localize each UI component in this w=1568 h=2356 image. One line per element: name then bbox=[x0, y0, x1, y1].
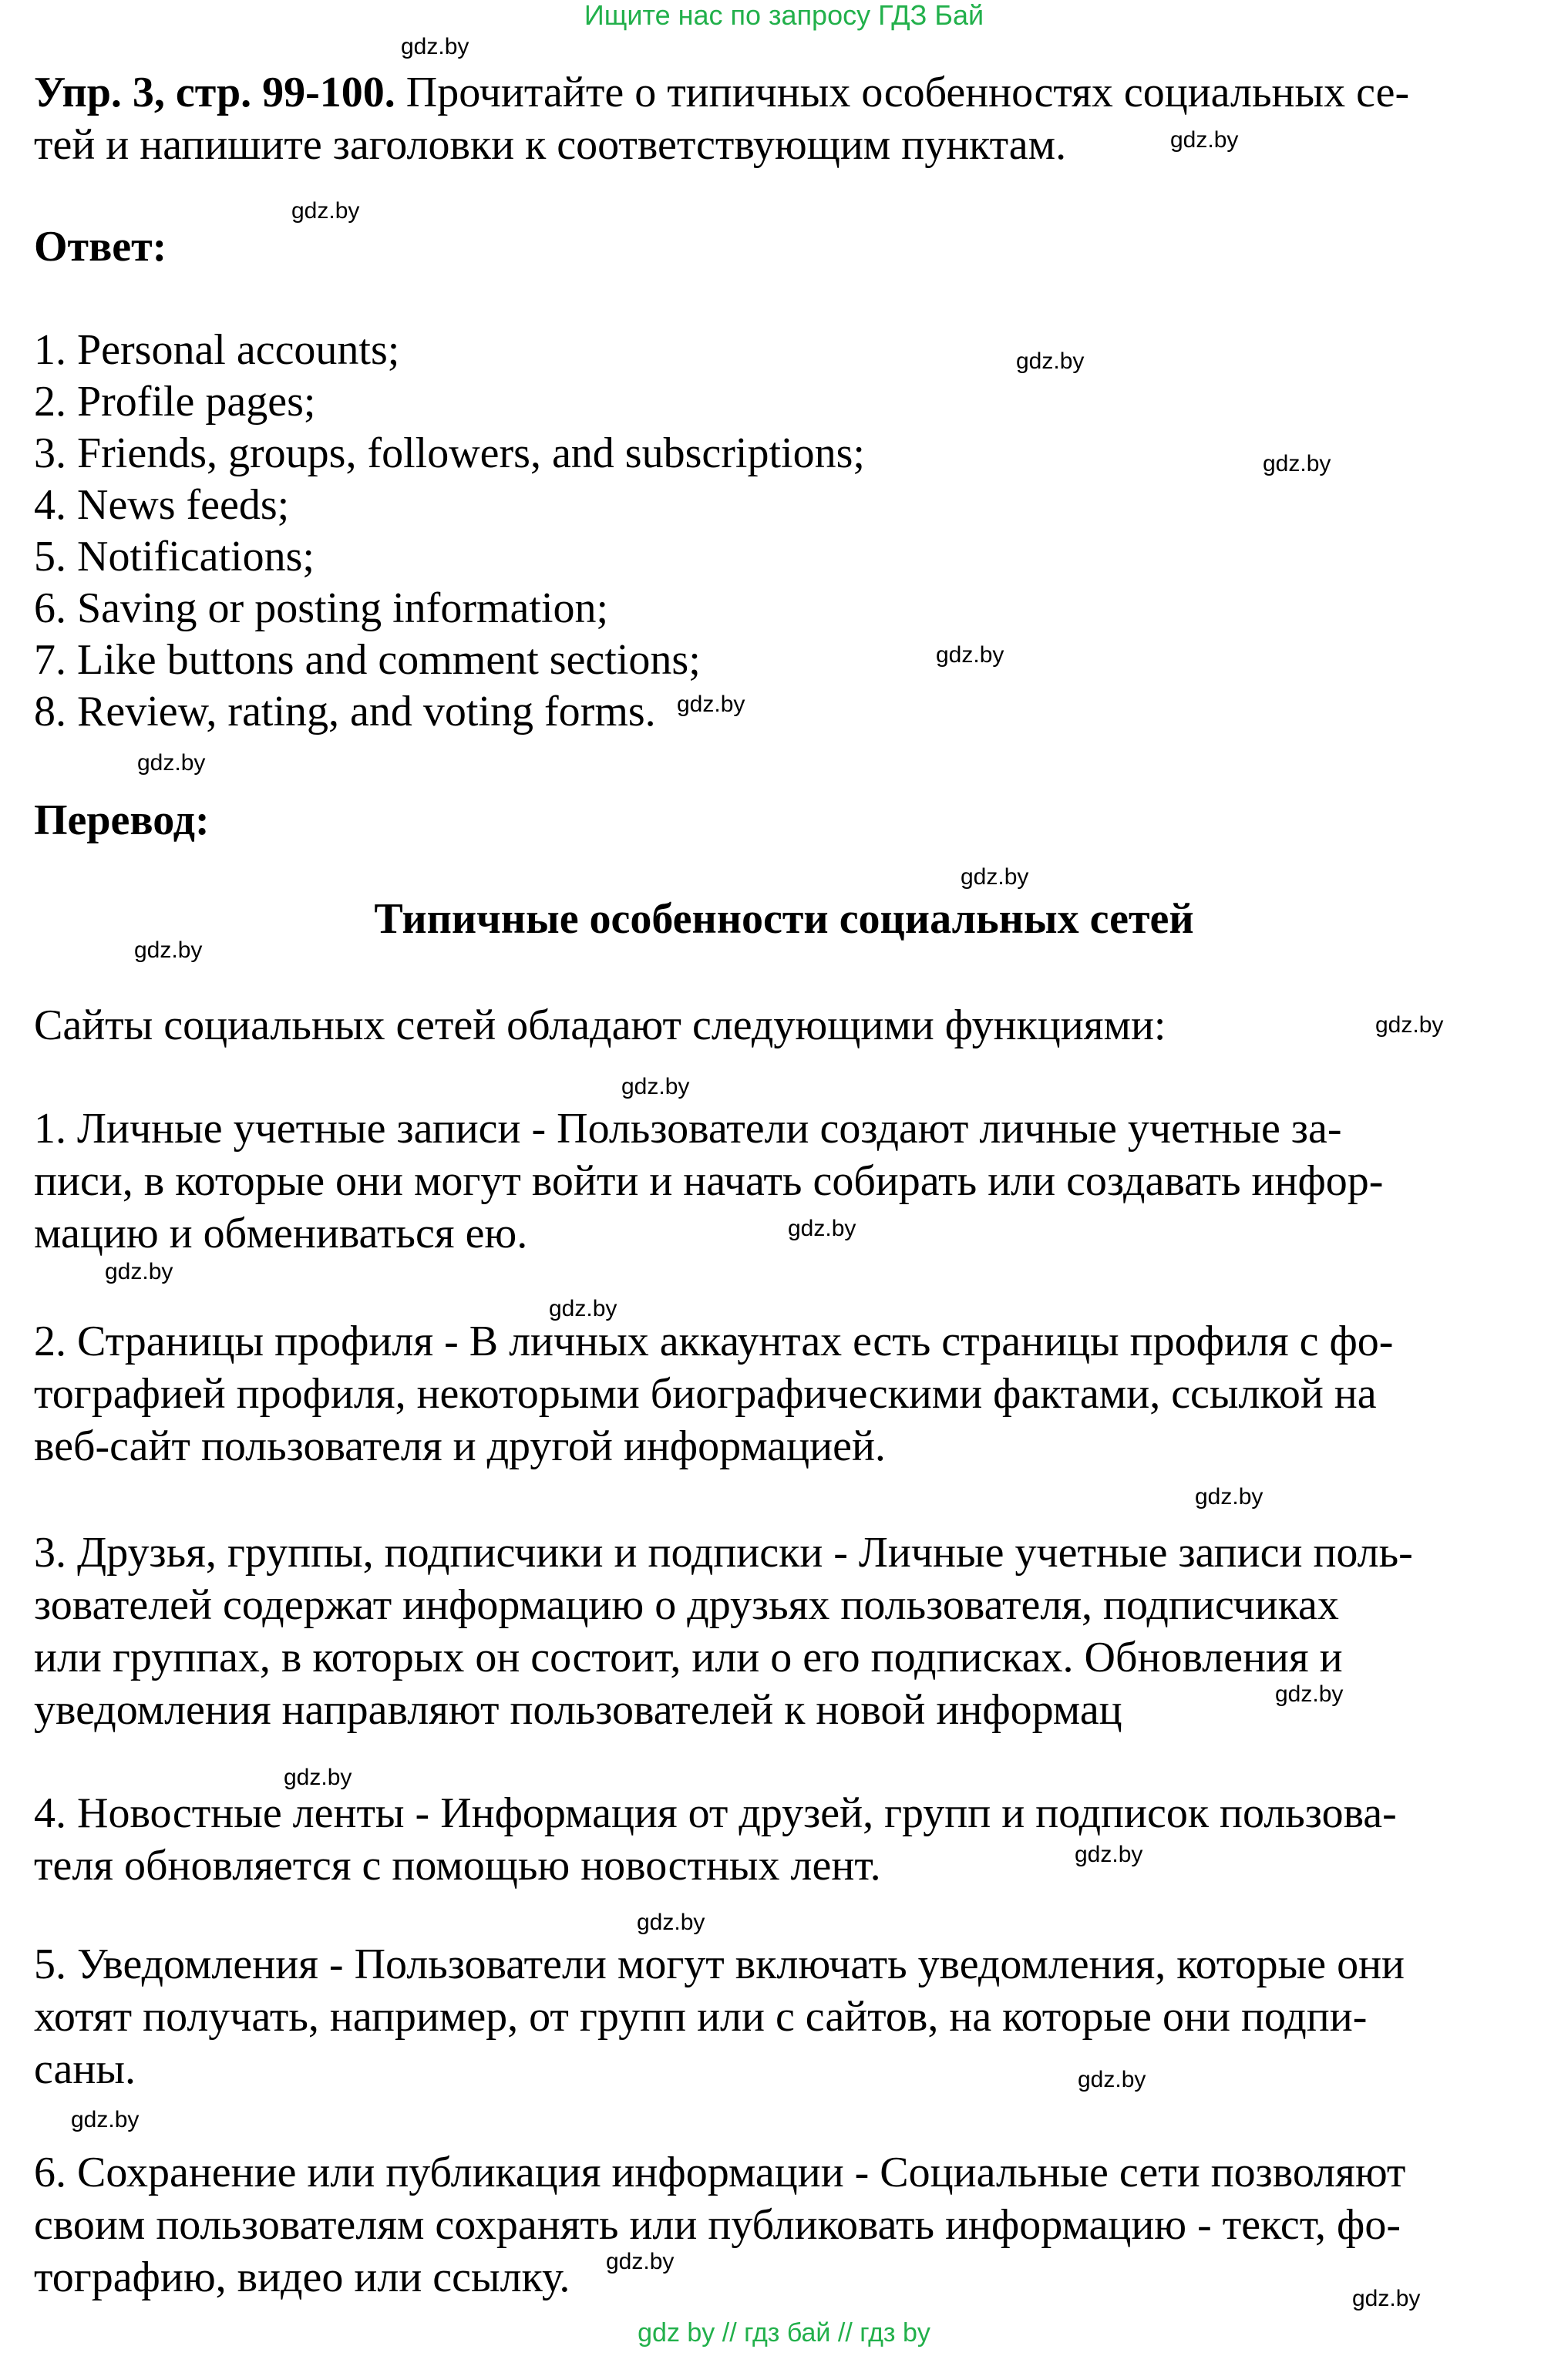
watermark: gdz.by bbox=[291, 198, 360, 224]
footer-links[interactable]: gdz by // гдз бай // гдз by bbox=[638, 2318, 930, 2348]
exercise-label: Упр. 3, стр. 99-100. bbox=[34, 69, 395, 116]
paragraph: 2. Страницы профиля - В личных аккаунтах есть страницы профиля с фо- тографией профиля, некоторыми биографическими фактами, ссылкой на веб-сайт пользователя и другой информацией. bbox=[34, 1318, 1394, 1470]
watermark: gdz.by bbox=[1352, 2286, 1421, 2311]
watermark: gdz.by bbox=[71, 2107, 140, 2132]
watermark: gdz.by bbox=[1075, 1842, 1143, 1867]
paragraph: 5. Уведомления - Пользователи могут включать уведомления, которые они хотят получать, например, от групп или с сайтов, на которые они подпи- саны. bbox=[34, 1940, 1405, 2093]
watermark: gdz.by bbox=[606, 2249, 675, 2274]
watermark: gdz.by bbox=[134, 937, 203, 963]
watermark: gdz.by bbox=[1195, 1484, 1263, 1510]
exercise-statement bbox=[34, 66, 1529, 171]
watermark: gdz.by bbox=[284, 1765, 352, 1790]
paragraph: 1. Личные учетные записи - Пользователи создают личные учетные за- писи, в которые они могут войти и начать собирать или создавать инфор- мацию и обмениваться ею. bbox=[34, 1105, 1384, 1257]
watermark: gdz.by bbox=[1375, 1012, 1444, 1038]
answer-item: 2. Profile pages; bbox=[34, 378, 316, 426]
watermark: gdz.by bbox=[637, 1910, 705, 1935]
answer-item: 8. Review, rating, and voting forms. bbox=[34, 688, 656, 735]
answer-item: 5. Notifications; bbox=[34, 533, 315, 581]
watermark: gdz.by bbox=[788, 1216, 856, 1241]
watermark: gdz.by bbox=[1170, 127, 1239, 153]
watermark: gdz.by bbox=[1263, 451, 1331, 476]
translation-heading: Перевод: bbox=[34, 796, 210, 844]
translation-title: Типичные особенности социальных сетей bbox=[374, 895, 1194, 943]
answer-item: 4. News feeds; bbox=[34, 481, 290, 529]
watermark: gdz.by bbox=[677, 692, 745, 717]
watermark: gdz.by bbox=[549, 1296, 617, 1321]
watermark: gdz.by bbox=[105, 1259, 173, 1284]
watermark: gdz.by bbox=[1078, 2067, 1146, 2092]
exercise-text: Прочитайте о типичных особенностях социальных се- тей и напишите заголовки к соответствующим пунктам. bbox=[34, 69, 1410, 169]
paragraph: 3. Друзья, группы, подписчики и подписки - Личные учетные записи поль- зователей содержат информацию о друзьях пользователя, подписчиках или группах, в которых он состоит, или о его подписках. Обновления и уведомления направляют пользователей к новой информац bbox=[34, 1529, 1413, 1734]
answer-item: 7. Like buttons and comment sections; bbox=[34, 636, 701, 684]
watermark: gdz.by bbox=[961, 864, 1029, 890]
watermark: gdz.by bbox=[401, 34, 469, 59]
watermark: gdz.by bbox=[1275, 1681, 1344, 1707]
answer-item: 6. Saving or posting information; bbox=[34, 584, 609, 632]
paragraph: 6. Сохранение или публикация информации - Социальные сети позволяют своим пользователям сохранять или публиковать информацию - текст, фо- тографию, видео или ссылку. bbox=[34, 2149, 1406, 2301]
answer-heading: Ответ: bbox=[34, 223, 167, 271]
answer-item: 3. Friends, groups, followers, and subscriptions; bbox=[34, 429, 865, 477]
paragraph: 4. Новостные ленты - Информация от друзей, групп и подписок пользова- теля обновляется с помощью новостных лент. bbox=[34, 1789, 1397, 1890]
watermark: gdz.by bbox=[1016, 348, 1085, 374]
watermark: gdz.by bbox=[621, 1074, 690, 1099]
search-banner[interactable]: Ищите нас по запросу ГДЗ Бай bbox=[584, 0, 984, 31]
watermark: gdz.by bbox=[137, 750, 206, 776]
watermark: gdz.by bbox=[936, 642, 1004, 668]
answer-item: 1. Personal accounts; bbox=[34, 326, 400, 374]
intro-text: Сайты социальных сетей обладают следующими функциями: bbox=[34, 1001, 1166, 1049]
